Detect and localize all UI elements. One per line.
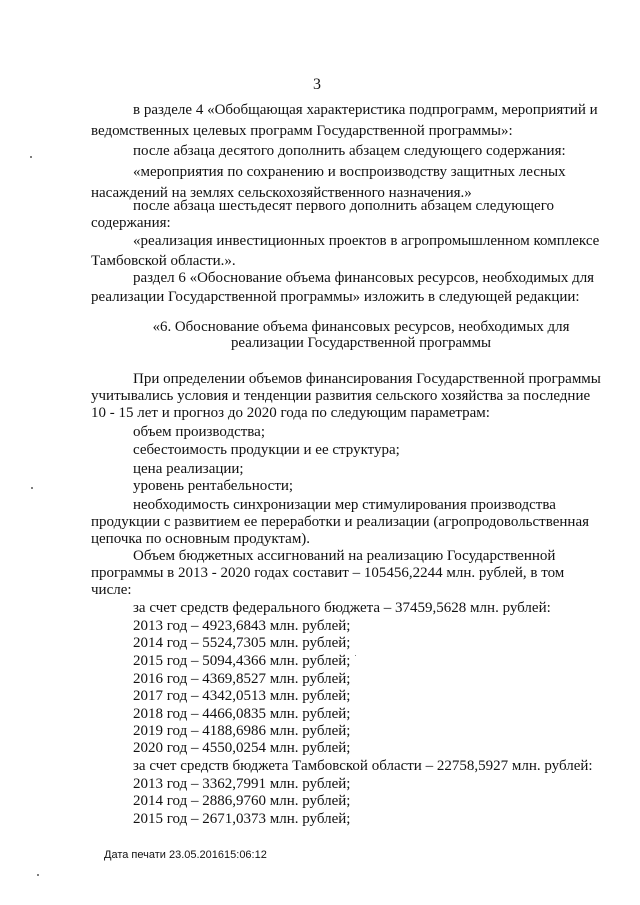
param-item: уровень рентабельности;: [133, 478, 294, 494]
after-sixty-first-line-1: после абзаца шестьдесят первого дополнить абзацем следующего: [133, 198, 554, 214]
regional-budget-title: за счет средств бюджета Тамбовской области – 22758,5927 млн. рублей:: [133, 758, 593, 774]
param-item: объем производства;: [133, 424, 265, 440]
regional-year-row: 2015 год – 2671,0373 млн. рублей;: [133, 811, 351, 827]
volume-line-3: числе:: [91, 582, 132, 598]
regional-year-row: 2013 год – 3362,7991 млн. рублей;: [133, 776, 351, 792]
section4-line-1: в разделе 4 «Обобщающая характеристика подпрограмм, мероприятий и: [133, 102, 598, 118]
measures-line-2: насаждений на землях сельскохозяйственного назначения.»: [91, 185, 472, 201]
federal-year-row: 2020 год – 4550,0254 млн. рублей;: [133, 740, 351, 756]
sync-line-2: продукции с развитием ее переработки и реализации (агропродовольственная: [91, 514, 590, 530]
scan-speck: [37, 874, 39, 876]
section6-line-1: раздел 6 «Обоснование объема финансовых ресурсов, необходимых для: [133, 270, 595, 286]
scan-speck: [31, 487, 33, 489]
sync-line-1: необходимость синхронизации мер стимулирования производства: [133, 497, 556, 513]
federal-year-row: 2016 год – 4369,8527 млн. рублей;: [133, 671, 351, 687]
federal-year-row: 2017 год – 4342,0513 млн. рублей;: [133, 688, 351, 704]
intro-line-2: учитывались условия и тенденции развития сельского хозяйства за последние: [91, 388, 591, 404]
intro-line-3: 10 - 15 лет и прогноз до 2020 года по следующим параметрам:: [91, 405, 490, 421]
print-date-footer: Дата печати 23.05.201615:06:12: [104, 849, 267, 861]
page-number: 3: [313, 76, 321, 93]
section4-line-2: ведомственных целевых программ Государственной программы»:: [91, 123, 513, 139]
after-tenth-paragraph: после абзаца десятого дополнить абзацем следующего содержания:: [133, 143, 566, 159]
federal-budget-title: за счет средств федерального бюджета – 37459,5628 млн. рублей:: [133, 600, 551, 616]
scan-speck: [30, 156, 32, 158]
measures-line-1: «мероприятия по сохранению и воспроизводству защитных лесных: [133, 164, 566, 180]
federal-year-row: 2015 год – 5094,4366 млн. рублей;: [133, 653, 351, 669]
volume-line-2: программы в 2013 - 2020 годах составит – 105456,2244 млн. рублей, в том: [91, 565, 565, 581]
section6-line-2: реализации Государственной программы» изложить в следующей редакции:: [91, 289, 580, 305]
intro-line-1: При определении объемов финансирования Государственной программы: [133, 371, 601, 387]
federal-year-row: 2014 год – 5524,7305 млн. рублей;: [133, 635, 351, 651]
after-sixty-first-line-2: содержания:: [91, 215, 171, 231]
regional-year-row: 2014 год – 2886,9760 млн. рублей;: [133, 793, 351, 809]
scan-speck: [355, 655, 356, 656]
federal-year-row: 2018 год – 4466,0835 млн. рублей;: [133, 706, 351, 722]
volume-line-1: Объем бюджетных ассигнований на реализацию Государственной: [133, 548, 556, 564]
federal-year-row: 2013 год – 4923,6843 млн. рублей;: [133, 618, 351, 634]
section6-heading-line-1: «6. Обоснование объема финансовых ресурсов, необходимых для: [152, 319, 570, 335]
invest-line-2: Тамбовской области.».: [91, 253, 236, 269]
section6-heading-line-2: реализации Государственной программы: [230, 335, 492, 351]
param-item: цена реализации;: [133, 461, 244, 477]
invest-line-1: «реализация инвестиционных проектов в агропромышленном комплексе: [133, 233, 600, 249]
federal-year-row: 2019 год – 4188,6986 млн. рублей;: [133, 723, 351, 739]
sync-line-3: цепочка по основным продуктам).: [91, 531, 311, 547]
param-item: себестоимость продукции и ее структура;: [133, 442, 400, 458]
